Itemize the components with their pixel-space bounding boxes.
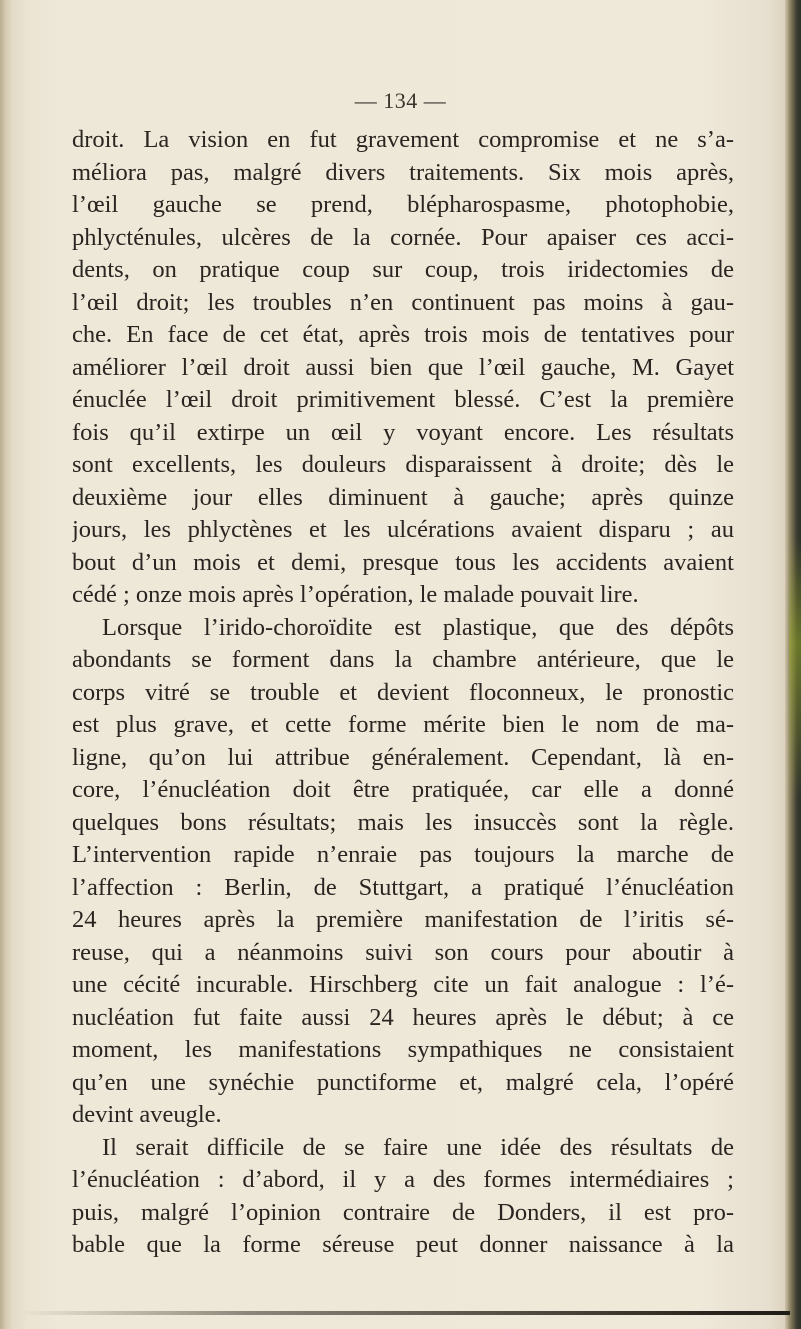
text-line: une cécité incurable. Hirschberg cite un fait analogue : l’é-	[72, 971, 734, 998]
text-line: cédé ; onze mois après l’opération, le malade pouvait lire.	[72, 581, 639, 608]
text-line: qu’en une synéchie punctiforme et, malgré cela, l’opéré	[72, 1068, 734, 1096]
text-line: puis, malgré l’opinion contraire de Donders, il est pro-	[72, 1198, 734, 1226]
page-bottom-edge	[20, 1311, 790, 1315]
text-line: est plus grave, et cette forme mérite bien le nom de ma-	[72, 711, 734, 738]
text-line: énuclée l’œil droit primitivement blessé. C’est la première	[72, 386, 734, 413]
text-line: sont excellents, les douleurs disparaissent à droite; dès le	[72, 451, 734, 478]
text-line: che. En face de cet état, après trois mois de tentatives pour	[72, 321, 734, 348]
text-line: ligne, qu’on lui attribue généralement. Cependant, là en-	[72, 743, 734, 771]
text-line: dents, on pratique coup sur coup, trois iridectomies de	[72, 256, 734, 283]
text-line: L’intervention rapide n’enraie pas toujours la marche de	[72, 841, 734, 868]
text-line: reuse, qui a néanmoins suivi son cours pour aboutir à	[72, 938, 734, 966]
text-line: abondants se forment dans la chambre antérieure, que le	[72, 646, 734, 673]
text-line: corps vitré se trouble et devient floconneux, le pronostic	[72, 678, 734, 706]
text-line: 24 heures après la première manifestation de l’iritis sé-	[72, 906, 734, 933]
body-text	[72, 124, 734, 1262]
text-line: l’œil droit; les troubles n’en continuent pas moins à gau-	[72, 288, 734, 316]
text-line: l’affection : Berlin, de Stuttgart, a pratiqué l’énucléation	[72, 873, 734, 901]
text-line: bable que la forme séreuse peut donner naissance à la	[72, 1231, 734, 1258]
text-line: quelques bons résultats; mais les insuccès sont la règle.	[72, 808, 734, 836]
text-line: Il serait difficile de se faire une idée des résultats de	[102, 1133, 734, 1161]
text-line: fois qu’il extirpe un œil y voyant encore. Les résultats	[72, 418, 734, 446]
page-edge-stain	[789, 540, 801, 800]
text-line: bout d’un mois et demi, presque tous les accidents avaient	[72, 548, 734, 576]
text-line: améliorer l’œil droit aussi bien que l’œil gauche, M. Gayet	[72, 353, 734, 381]
text-line: phlycténules, ulcères de la cornée. Pour apaiser ces acci-	[72, 223, 734, 251]
page-gutter-shadow	[0, 0, 12, 1329]
text-line: devint aveugle.	[72, 1101, 222, 1128]
text-line: l’œil gauche se prend, blépharospasme, photophobie,	[72, 191, 734, 218]
text-line: droit. La vision en fut gravement compromise et ne s’a-	[72, 126, 734, 153]
text-line: nucléation fut faite aussi 24 heures après le début; à ce	[72, 1003, 734, 1031]
text-line: core, l’énucléation doit être pratiquée, car elle a donné	[72, 776, 734, 803]
text-line: méliora pas, malgré divers traitements. Six mois après,	[72, 158, 734, 186]
page-number: — 134 —	[354, 88, 447, 113]
text-line: deuxième jour elles diminuent à gauche; après quinze	[72, 483, 734, 511]
text-line: l’énucléation : d’abord, il y a des formes intermédiaires ;	[72, 1166, 734, 1193]
text-line: moment, les manifestations sympathiques ne consistaient	[72, 1036, 734, 1063]
text-line: Lorsque l’irido-choroïdite est plastique, que des dépôts	[102, 613, 734, 641]
text-line: jours, les phlyctènes et les ulcérations avaient disparu ; au	[72, 516, 734, 543]
